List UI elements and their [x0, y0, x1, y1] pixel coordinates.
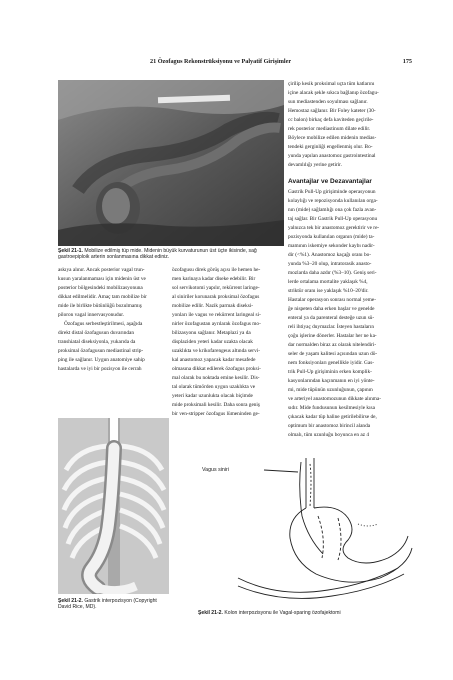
text-line: men karinaya kadar diseke edebilir. Bir: [172, 276, 256, 282]
text-line: sıdır. Mide fundusunun kesilmesiyle kısa: [288, 405, 375, 411]
text-line: dikkat edilmelidir. Amaç tam mobilize bir: [58, 294, 147, 300]
text-line: displaziden yeteri kadar uzakta olacak: [172, 339, 253, 345]
running-header: [150, 58, 412, 68]
figure-1-caption: [58, 248, 284, 261]
text-line: mi, mide tüpünün uzunluğunun, çapının: [288, 387, 373, 393]
text-line: cc balon) birkaç defa kaviteden geçirile-: [288, 117, 374, 123]
text-line: tendeki gerginliği engellenmiş olur. Bo-: [288, 144, 373, 150]
text-line: çirilip kesik proksimal uçta tüm katlarını: [288, 81, 375, 87]
text-line: yeteri kadar uzunlukta olacak biçimde: [172, 393, 253, 399]
text-line: pozisyonda kullanılan organın (mide) ta-: [288, 234, 375, 240]
colon-interposition-drawing: [198, 458, 420, 604]
text-line: hastalarda ve iyi bir pozisyon ile cerrah: [58, 366, 142, 372]
text-line: kolaylığı ve repozisyonda kullanılan orga-: [288, 198, 378, 204]
figure-2-caption-label: Şekil 21-2.: [58, 598, 83, 604]
text-line: taj sağlar. Bir Gastrik Pull-Up operasyonu: [288, 216, 378, 222]
text-line: nem fonksiyonları genellikle iyidir. Gas-: [288, 360, 375, 366]
figure-1-photo: [58, 80, 284, 246]
text-line: olmasına dikkat edilerek özofagus proksi-: [172, 366, 261, 372]
text-line: yunda yapılan anastomoz gastrointestinal: [288, 153, 376, 159]
text-line: optimum bir anastomoz birincil alanda: [288, 423, 371, 429]
figure-2-caption-text: Gastrik interpozisyon (Copyright David Rice, MD).: [58, 598, 157, 611]
text-line: ğe nispeten daha erken başlar ve genelde: [288, 306, 375, 312]
text-line: trik Pull-Up girişiminin erken komplik-: [288, 369, 372, 375]
text-line: uzaklıkta ve krikofarengeus altında servi-: [172, 348, 260, 354]
section-heading: Avantajlar ve Dezavantajlar: [288, 178, 372, 185]
figure-3-caption-label: Şekil 21-2.: [198, 610, 223, 616]
text-line: kusun yaralanmaması için midenin üst ve: [58, 276, 146, 282]
text-line: kasyonlarından kaçınmanın en iyi yönte-: [288, 378, 375, 384]
text-line: bir ven-stripper özofagus lümeninden ge-: [172, 411, 260, 417]
text-line: ping ile sağlanır. Uygun anatomiye sahip: [58, 357, 145, 363]
figure-2-illustration: [58, 418, 169, 594]
figure-3-illustration: [198, 458, 420, 604]
figure-2-caption: [58, 598, 169, 611]
left-column-text: [58, 266, 166, 374]
text-line: yonları ile vagus ve rekürrent laringeal si-: [172, 312, 261, 318]
text-line: Hemostaz sağlanır. Bir Foley kateter (30-: [288, 108, 376, 114]
text-line: kal anastomoz yapacak kadar mesafede: [172, 357, 256, 363]
text-line: mide proksimali kesilir. Daha sonra geniş: [172, 402, 260, 408]
text-line: mamının iskemiye sekonder kaybı nadir-: [288, 243, 375, 249]
text-line: al siniriler korunarak proksimal özofagus: [172, 294, 260, 300]
text-line: Gastrik Pull-Up girişiminde operasyonun: [288, 189, 376, 195]
text-line: Hastalar operasyon sonrası normal yeme-: [288, 297, 376, 303]
text-line: bilizasyonu sağlanır. Metaplazi ya da: [172, 330, 251, 336]
figure-3-caption: [198, 610, 420, 616]
text-line: ve arteriyel anastomozunun dikkate alınma-: [288, 396, 381, 402]
text-line: proksimal özofagusun mediastinal strip-: [58, 348, 144, 354]
text-line: reli ihtiyaç duymazlar. İsteyen hastaların: [288, 324, 375, 330]
text-line: striktür oranı ise yaklaşık %10–20'dir.: [288, 288, 369, 294]
text-line: posterior bölgesindeki mobilizasyonuna: [58, 285, 143, 291]
text-line: askıya alınır. Ancak posterior vagal trun-: [58, 267, 145, 273]
text-line: çıkacak kadar tüp haline getirilebilirse de,: [288, 414, 377, 420]
text-line: yunda %3–20 olup, intratorasik anasto-: [288, 261, 372, 267]
text-line: sun mediastenden soyulması sağlanır.: [288, 99, 368, 105]
advantages-text: [288, 188, 418, 440]
text-line: dar normalden biraz az olarak nitelendiri-: [288, 342, 377, 348]
text-line: özofagusu direk görüş açısı ile hemen he-: [172, 267, 261, 273]
figure-3-caption-text: Kolon interpozisyonu ile Vagal-sparing özofajektomi: [224, 610, 341, 616]
text-line: nirler özofagustan ayrılarak özofagus mo-: [172, 321, 261, 327]
text-line: mozlarda daha azdır (%3–10). Geniş seri-: [288, 270, 377, 276]
text-line: mal olarak bu noktada emine kesilir. Dis-: [172, 375, 260, 381]
text-line: Böylece mobilize edilen midenin medias-: [288, 135, 377, 141]
text-line: mide ile birlikte bütünlüğü bozulmamış: [58, 303, 142, 309]
text-line: içine alacak şekle sıkıca bağlanıp özofagu-: [288, 90, 379, 96]
text-line: transhiatal diseksiyonla, yukarıda da: [58, 339, 136, 345]
text-line: seler de yaşam kalitesi açısından uzun dö-: [288, 351, 378, 357]
text-line: lerde ortalama mortalite yaklaşık %4,: [288, 279, 368, 285]
page-number: 175: [402, 58, 412, 65]
mobilized-stomach-image: [58, 80, 284, 246]
text-line: çoğu işlerine dönerler. Hastalar her ne ka-: [288, 333, 377, 339]
text-line: devamlılığı yerine getirir.: [288, 162, 342, 168]
figure-1-caption-text: Mobilize edilmiş tüp mide. Midenin büyük kurvaturunun üst üçte ikisinde, sağ gastroepiploik arterin sonlanmasına dikkat ediniz.: [58, 248, 257, 261]
vagus-nerve-label: Vagus siniri: [202, 467, 229, 473]
middle-column-text: [172, 266, 282, 419]
text-line: Özofagus serbestleştirilmesi, aşağıda: [64, 321, 143, 327]
text-line: enteral ya da parenteral desteğe uzun sü-: [288, 315, 375, 321]
chapter-title: 21 Özofagus Rekonstrüksiyonu ve Palyatif Girişimler: [150, 58, 292, 65]
text-line: piloron vagal innervasyonudur.: [58, 312, 125, 318]
right-column-top-text: [288, 80, 418, 170]
text-line: rek posterior mediastinum dilate edilir.: [288, 126, 371, 132]
text-line: tal olarak tümörden uygun uzaklıkta ve: [172, 384, 256, 390]
figure-1-caption-label: Şekil 21-1.: [58, 248, 83, 254]
text-line: dir (<%1). Anastomoz kaçağı oranı bo-: [288, 252, 372, 258]
text-line: yalnızca tek bir anastomoz gerektirir ve re-: [288, 225, 380, 231]
text-line: nın (mide) sağlamlığı ona çok fazla avan-: [288, 207, 377, 213]
text-line: olmalı, tüm uzunluğu boyunca en az 4: [288, 432, 370, 438]
text-line: sol servikotomi yapılır, rekürrent laringe-: [172, 285, 260, 291]
gastric-interposition-drawing: [58, 418, 169, 594]
text-line: mobilize edilir. Nazik parmak diseksi-: [172, 303, 254, 309]
text-line: direkt distal özofagusun duvarından: [58, 330, 135, 336]
